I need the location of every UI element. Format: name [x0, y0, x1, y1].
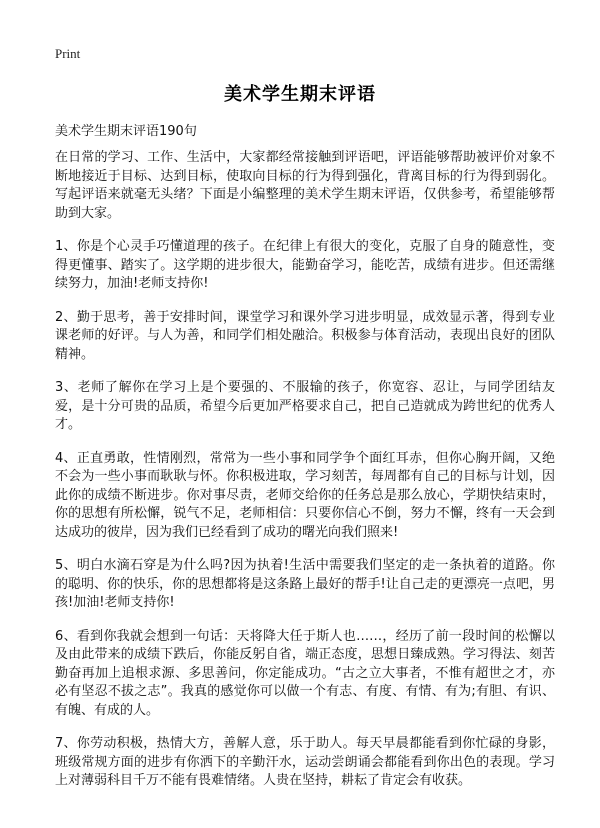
article-body: [55, 149, 555, 806]
comment-paragraph-6: 6、看到你我就会想到一句话：天将降大任于斯人也……，经历了前一段时间的松懈以及由此带来的成绩下跌后，你能反躬自省，端正态度，思想日臻成熟。学习得法、刻苦勤奋再加上追根求源、多思善问，你定能成功。“古之立大事者，不惟有超世之才，亦必有坚忍不拔之志”。我真的感觉你可以做一个有志、有度、有情、有为;有胆、有识、有魄、有成的人。: [55, 628, 555, 718]
print-link[interactable]: Print: [55, 46, 81, 61]
comment-paragraph-5: 5、明白水滴石穿是为什么吗?因为执着!生活中需要我们坚定的走一条执着的道路。你的聪明、你的快乐，你的思想都将是这条路上最好的帮手!让自己走的更漂亮一点吧，男孩!加油!老师支持你!: [55, 558, 555, 610]
comment-paragraph-7: 7、你劳动积极，热情大方，善解人意，乐于助人。每天早晨都能看到你忙碌的身影，班级常规方面的进步有你洒下的辛勤汗水，运动尝朗诵会都能看到你出色的表现。学习上对薄弱科目千万不能有畏难情绪。人贵在坚持，耕耘了肯定会有收获。: [55, 736, 555, 788]
comment-paragraph-2: 2、勤于思考，善于安排时间，课堂学习和课外学习进步明显，成效显示著，得到专业课老师的好评。与人为善，和同学们相处融洽。积极参与体育活动，表现出良好的团队精神。: [55, 309, 555, 362]
intro-paragraph: 在日常的学习、工作、生活中，大家都经常接触到评语吧，评语能够帮助被评价对象不断地接近于目标、达到目标，使取向目标的行为得到强化，背离目标的行为得到弱化。写起评语来就毫无头绪？下面是小编整理的美术学生期末评语，仅供参考，希望能够帮助到大家。: [55, 150, 555, 221]
page-title: 美术学生期末评语: [224, 84, 376, 105]
comment-paragraph-1: 1、你是个心灵手巧懂道理的孩子。在纪律上有很大的变化，克服了自身的随意性，变得更懂事、踏实了。这学期的进步很大，能勤奋学习，能吃苦，成绩有进步。但还需继续努力，加油!老师支持你!: [55, 239, 555, 291]
subtitle: 美术学生期末评语190句: [55, 124, 197, 139]
comment-paragraph-4: 4、正直勇敢，性情刚烈，常常为一些小事和同学争个面红耳赤，但你心胸开阔，又绝不会为一些小事而耿耿与怀。你积极进取，学习刻苦，每周都有自己的目标与计划，因此你的成绩不断进步。你对事尽责，老师交给你的任务总是那么放心，学期快结束时，你的思想有所松懈，锐气不足，老师相信：只要你信心不倒，努力不懈，终有一天会到达成功的彼岸，因为我们已经看到了成功的曙光向我们照来!: [55, 450, 555, 540]
comment-paragraph-3: 3、老师了解你在学习上是个要强的、不服输的孩子，你宽容、忍让，与同学团结友爱，是十分可贵的品质，希望今后更加严格要求自己，把自己造就成为跨世纪的优秀人才。: [55, 380, 555, 432]
